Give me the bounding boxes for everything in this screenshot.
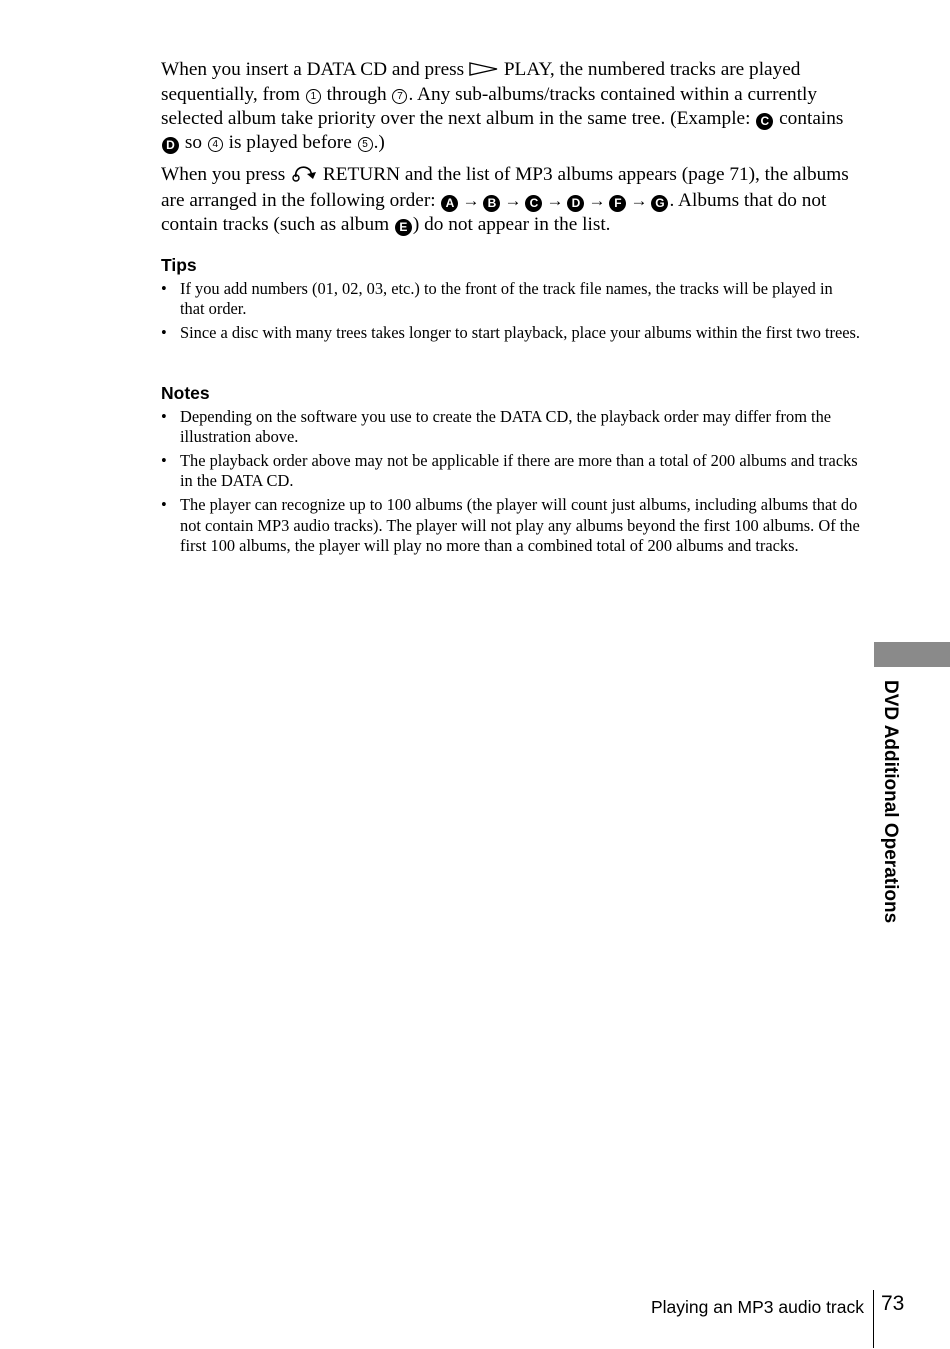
- tips-list: [161, 279, 861, 347]
- list-item: • The player can recognize up to 100 albums (the player will count just albums, including albums that do not contain MP3 audio tracks). The player will not play any albums beyond the first 100 albums. Of the first 100 albums, the player will play no more than a combined total of 200 albums and tracks.: [161, 495, 861, 556]
- text: . Albums that do not contain tracks (such as album: [161, 190, 827, 235]
- album-badge: B: [483, 195, 500, 212]
- text: When you press: [161, 164, 291, 185]
- list-item: • If you add numbers (01, 02, 03, etc.) to the front of the track file names, the tracks will be played in that order.: [161, 279, 861, 320]
- arrow-right-icon: →: [504, 191, 522, 210]
- text: . Any sub-albums/tracks contained within a currently selected album take priority over the next album in the same tree. (Example:: [161, 84, 818, 129]
- footer-section-title: Playing an MP3 audio track: [650, 1297, 864, 1317]
- text: contains: [774, 108, 844, 129]
- play-label: PLAY: [503, 59, 550, 80]
- list-item: • The playback order above may not be applicable if there are more than a total of 200 albums and tracks in the DATA CD.: [161, 451, 861, 492]
- tips-heading: Tips: [161, 255, 197, 275]
- notes-list: [161, 407, 861, 560]
- text: , the numbered tracks are played sequentially, from: [161, 59, 801, 105]
- text: is played before: [223, 132, 357, 153]
- album-badge: G: [651, 195, 668, 212]
- text: .): [373, 132, 385, 153]
- track-number-badge: 5: [358, 137, 373, 152]
- text: ) do not appear in the list.: [412, 214, 611, 235]
- page-number: 73: [881, 1292, 905, 1315]
- section-tab-label: DVD Additional Operations: [880, 680, 901, 924]
- text: through: [321, 84, 392, 105]
- album-badge: D: [567, 195, 584, 212]
- arrow-right-icon: →: [630, 191, 648, 210]
- intro-paragraph-1: [161, 58, 861, 155]
- text: When you insert a DATA CD and press: [161, 59, 469, 80]
- list-item: • Depending on the software you use to create the DATA CD, the playback order may differ from the illustration above.: [161, 407, 861, 448]
- album-badge: C: [525, 195, 542, 212]
- arrow-right-icon: →: [588, 191, 606, 210]
- text: so: [180, 132, 207, 153]
- return-icon: [290, 164, 318, 189]
- album-badge: D: [162, 137, 179, 154]
- album-badge: E: [395, 219, 412, 236]
- list-item: • Since a disc with many trees takes longer to start playback, place your albums within the first two trees.: [161, 323, 861, 343]
- track-number-badge: 4: [208, 137, 223, 152]
- album-badge: F: [609, 195, 626, 212]
- section-tab-marker: [874, 642, 950, 667]
- return-label: RETURN: [322, 164, 401, 185]
- track-number-badge: 7: [392, 89, 407, 104]
- arrow-right-icon: →: [546, 191, 564, 210]
- album-badge: A: [441, 195, 458, 212]
- notes-heading: Notes: [161, 383, 210, 403]
- footer-divider: [873, 1290, 874, 1348]
- text: and the list of MP3 albums appears (page 71), the albums are arranged in the following order:: [161, 164, 849, 211]
- track-number-badge: 1: [306, 89, 321, 104]
- album-badge: C: [756, 113, 773, 130]
- arrow-right-icon: →: [462, 191, 480, 210]
- play-icon: [469, 59, 499, 83]
- intro-paragraph-2: [161, 163, 861, 237]
